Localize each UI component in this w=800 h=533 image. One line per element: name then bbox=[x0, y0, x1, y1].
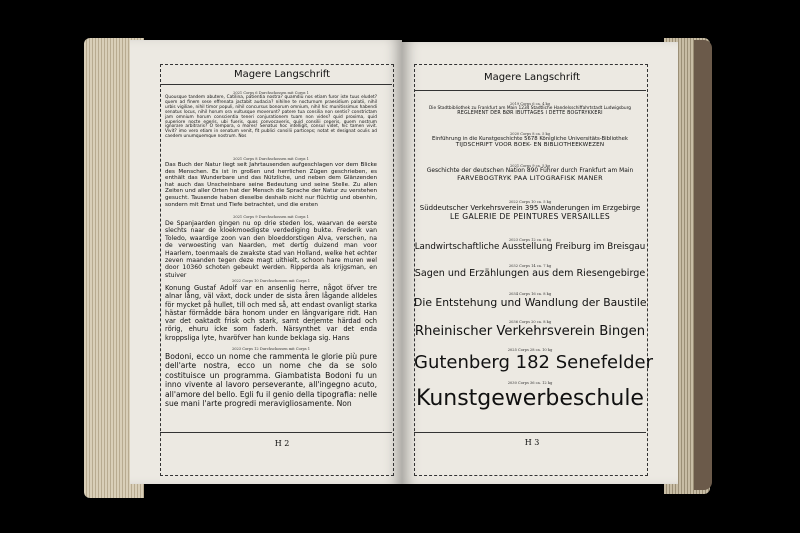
right-sample-6 bbox=[414, 264, 646, 279]
right-sample-1 bbox=[414, 102, 646, 116]
sample-line: REGLEMENT DER BØR IBUTTAGES I DETTE BOGTRYKKERI bbox=[457, 111, 603, 116]
right-sample-2 bbox=[414, 132, 646, 148]
book-cover-edge bbox=[694, 40, 712, 490]
right-page bbox=[402, 42, 678, 484]
right-page-title: Magere Langschrift bbox=[483, 72, 581, 83]
sample-line: Kunstgewerbeschule bbox=[416, 386, 644, 411]
left-sample-3 bbox=[165, 212, 377, 279]
sample-text: Bodoni, ecco un nome che rammenta le glorie più pure dell'arte nostra, ecco un nome che da se solo costituisce un programma. Giambatista Bodoni fu un inno vivente al lavoro perseverante, all'ingegno acuto, all'amore del bello. Egli fu il genio della tipografia: nelle sue mani l'arte progredi meravigliosamente. Non bbox=[165, 352, 377, 409]
sample-line: Einführung in die Kunstgeschichte 5678 Königliche Universitäts-Bibliothek bbox=[432, 136, 628, 142]
sample-text: Konung Gustaf Adolf var en ansenlig herre, något öfver tre alnar lång, väl växt, dock under de sista åren lågande alldeles för mycket på hullet, till och med så, att endast ovanligt starka hästar förmådde bära honom under en längvarigare ridt. Han var det oaktadt frisk och stark, samt derjemte härdad och rörig, ehuru icke som faderh. Närsynthet var det enda kroppsliga lyte, hvaröfver han kunde beklaga sig. Hans bbox=[165, 284, 377, 342]
sample-caption: 2023 Corps 12 Durchschossen mit Corps 1 bbox=[231, 347, 311, 351]
left-page-title: Magere Langschrift bbox=[233, 69, 331, 80]
right-sample-3 bbox=[414, 164, 646, 182]
sample-line: Sagen und Erzählungen aus dem Riesengebirge bbox=[414, 268, 646, 279]
sample-line: Süddeutscher Verkehrsverein 395 Wanderungen im Erzgebirge bbox=[419, 204, 641, 212]
sample-line: Rheinischer Verkehrsverein Bingen bbox=[414, 324, 646, 339]
right-title-rule bbox=[414, 90, 646, 91]
sample-caption: 2021 Corps 9 Durchschossen mit Corps 1 bbox=[233, 215, 309, 219]
sample-line: Die Stadtbibliothek zu Frankfurt am Main 1234 Stadtliche Handelsschiffahrtstadt Ludwigsburg bbox=[428, 106, 632, 111]
sample-caption: 2030 Corps 36 ca. 12 kg bbox=[507, 381, 553, 385]
right-sample-9 bbox=[414, 348, 654, 374]
sample-caption: 2036 Corps 20 ca. 8 kg bbox=[508, 320, 552, 324]
right-page-number: H 3 bbox=[524, 438, 540, 447]
sample-caption: 2020 Corps 8 ca. 5 kg bbox=[510, 132, 550, 136]
sample-caption: 2019 Corps 6 ca. 4 kg bbox=[510, 102, 550, 106]
sample-line: Die Entstehung und Wandlung der Baustile bbox=[414, 296, 647, 309]
left-sample-2 bbox=[165, 154, 377, 208]
sample-line: Geschichte der deutschen Nation 890 Führer durch Frankfurt am Main bbox=[426, 168, 634, 174]
right-sample-10 bbox=[414, 381, 646, 412]
sample-caption: 2021 Corps 8 Durchschossen mit Corps 1 bbox=[233, 157, 309, 161]
sample-caption: 2022 Corps 10 ca. 5 kg bbox=[508, 200, 552, 204]
sample-line: LE GALERIE DE PEINTURES VERSAILLES bbox=[449, 212, 611, 221]
sample-line: Landwirtschaftliche Ausstellung Freiburg im Breisgau bbox=[414, 242, 646, 252]
sample-line: TIJDSCHRIFT VOOR BOEK- EN BIBLIOTHEEKWEZEN bbox=[455, 142, 605, 148]
sample-caption: 2021 Corps 6 Durchschossen mit Corps 1 bbox=[233, 91, 309, 95]
right-sample-8 bbox=[414, 320, 646, 339]
left-sample-5 bbox=[165, 344, 377, 408]
sample-line: Gutenberg 182 Senefelder bbox=[414, 352, 654, 373]
left-page-number: H 2 bbox=[274, 439, 290, 448]
right-sample-4 bbox=[414, 200, 646, 221]
right-footer-rule bbox=[414, 432, 646, 433]
sample-caption: 2032 Corps 14 ca. 7 kg bbox=[508, 264, 552, 268]
sample-caption: 2025 Corps 28 ca. 10 kg bbox=[507, 348, 553, 352]
sample-caption: 2021 Corps 9 ca. 5 kg bbox=[510, 164, 550, 168]
left-title-rule bbox=[160, 84, 392, 85]
left-page bbox=[130, 40, 402, 484]
left-sample-4 bbox=[165, 276, 377, 342]
sample-line: FARVEBOGTRYK PAA LITOGRAFISK MANER bbox=[457, 174, 603, 182]
sample-text: Quousque tandem abutere, Catilina, patientia nostra? quamdiu nos etiam furor iste tuus eludet? quem ad finem sese effrenata jactabit audacia? nihilne te nocturnum praesidium palatii, nihil urbis vigiliae, nihil timor populi, nihil concursus bonorum omnium, nihil hic munitissimus habendi senatus locus, nihil horum ora vultusque moverunt? patere tua consilia non sentis? constrictam jam omnium horum conscientia teneri conjurationem tuam non vides? quid proxima, quid superiore nocte egeris, ubi fueris, quos convocaveris, quid consilii ceperis, quem nostrum ignorare arbitraris? O tempora, o mores! Senatus hoc intelligit, consul videt, hic tamen vivit. Vivit? imo vero etiam in senatum venit, fit publici consilii particeps; notat et designat oculis ad caedem unumquemque nostrum. Nos bbox=[165, 95, 377, 140]
sample-caption: 2022 Corps 10 Durchschossen mit Corps 1 bbox=[231, 279, 311, 283]
sample-text: De Spanjaarden gingen nu op drie steden los, waarvan de eerste slechts naar de kloekmoedigste verdediging bukte. Frederik van Toledo, waardige zoon van den bloeddorstigen Alva, verschen, na de verwoesting van Naarden, met dertig duizend man voor Haarlem, toenmaals de zwakste stad van Holland, welke het echter zeven maanden tegen deze magt uithielt, schoon hare muren wel door 10360 schoten gebeukt werden. Ripperda als krijgsman, en stuiver bbox=[165, 220, 377, 279]
left-sample-1 bbox=[165, 88, 377, 140]
right-sample-7 bbox=[414, 292, 646, 309]
right-sample-5 bbox=[414, 238, 646, 252]
left-footer-rule bbox=[160, 432, 392, 433]
sample-text: Das Buch der Natur liegt seit Jahrtausenden aufgeschlagen vor dem Blicke des Menschen. Es ist in großen und herrlichen Zügen geschrieben, es enthält das Wunderbare und das Nützliche, und neben dem Glänzenden hat auch das Unscheinbare seine Bedeutung und seine Stelle. Zu allen Zeiten und aller Orten hat der Mensch die Sprache der Natur zu verstehen gesucht. Tausende haben dieselbe deshalb nicht nur flüchtig und obenhin, sondern mit Ernst und Tiefe betrachtet, und die ersten bbox=[165, 162, 377, 208]
sample-caption: 2023 Corps 12 ca. 6 kg bbox=[508, 238, 552, 242]
sample-caption: 2034 Corps 16 ca. 8 kg bbox=[508, 292, 552, 296]
